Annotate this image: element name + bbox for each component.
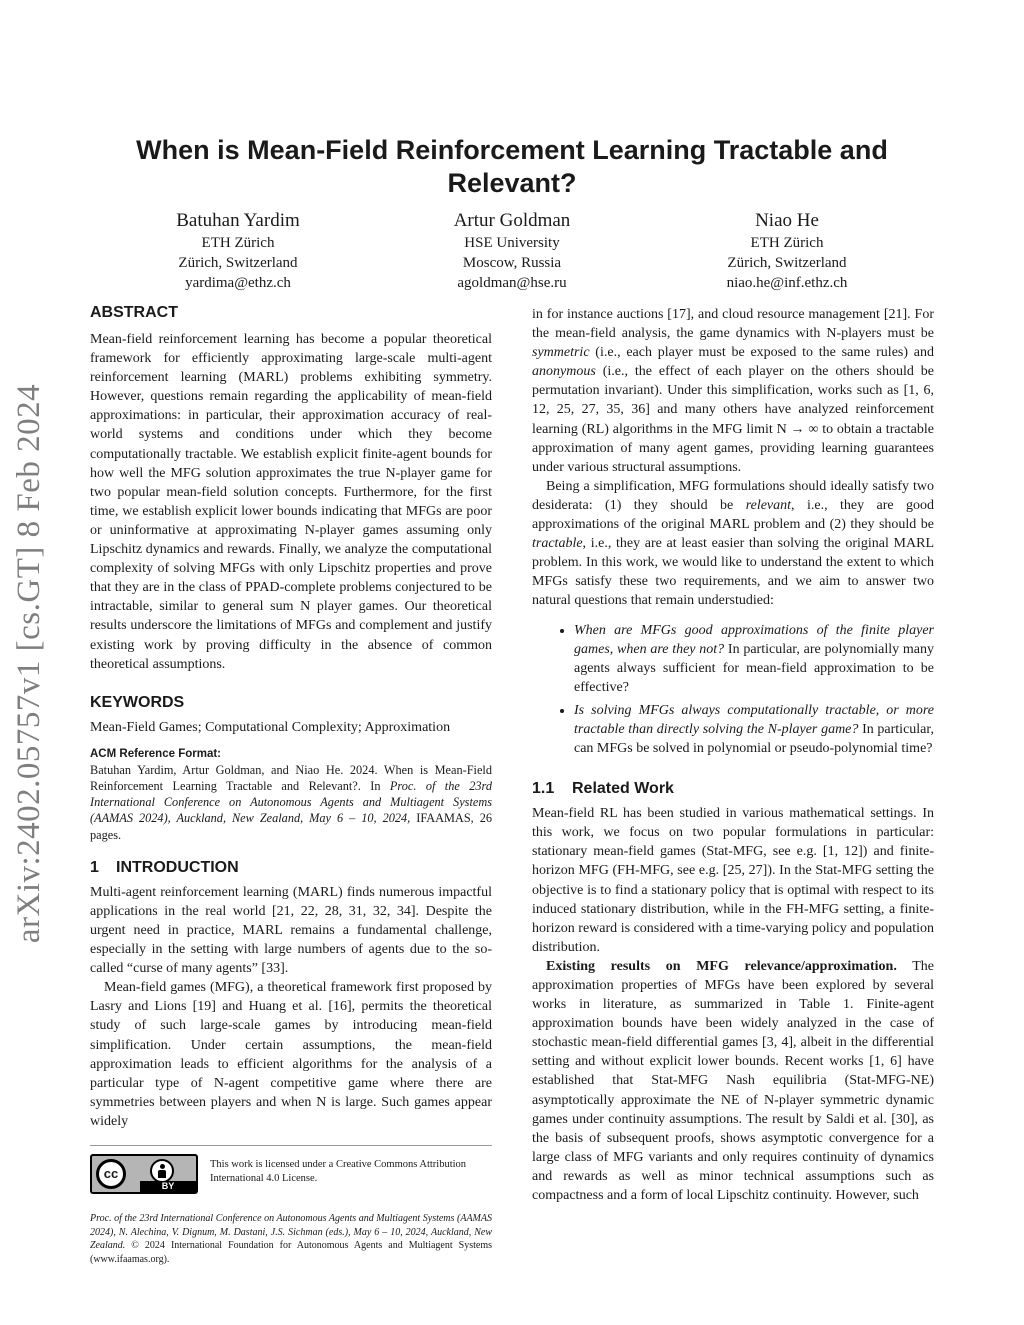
author-name: Artur Goldman (453, 210, 571, 231)
arxiv-sidebar-stamp (10, 368, 50, 958)
emphasis-term: symmetric (532, 345, 590, 361)
acm-reference-publisher: IFAAMAS, 26 pages. (90, 811, 492, 842)
list-item (574, 621, 934, 697)
emphasis-term: anonymous (532, 364, 596, 380)
text-span: in for instance auctions [17], and cloud resource management [21]. For the mean-field analysis, the game dynamics with N-players must be (532, 307, 934, 342)
emphasis-term: relevant (745, 497, 792, 513)
question-text: Is solving MFGs always computationally tractable, or more tractable than directly solving the N-player game? (574, 702, 934, 737)
keywords-heading: KEYWORDS (90, 693, 185, 711)
author-name: Niao He (755, 210, 819, 231)
text-span: , i.e., they are at least easier than solving the original MARL problem. In this work, we would like to understand the extent to which MFGs satisfy these two requirements, and we aim to answer two natural questions that remain understudied: (532, 536, 934, 609)
text-span: (i.e., each player must be exposed to the same rules) and (589, 345, 934, 361)
attribution-person-icon (150, 1159, 174, 1183)
related-work-paragraph (532, 957, 934, 1205)
section-title: Related Work (572, 780, 674, 798)
body-paragraph (532, 477, 934, 611)
intro-paragraph: Mean-field games (MFG), a theoretical framework first proposed by Lasry and Lions [19] and Huang et al. [16], permits the theoretical study of such large-scale games by introducing mean-field simplification. Under certain assumptions, the mean-field approximation leads to efficient algorithms for the analysis of a particular type of N-agent competitive game where there are symmetries between players and when N is large. Such games appear widely (90, 980, 492, 1129)
license-block (90, 1145, 492, 1194)
author-email[interactable]: yardima@ethz.ch (185, 275, 291, 291)
abstract-heading: ABSTRACT (90, 304, 178, 321)
author-affiliation: ETH Zürich (750, 235, 824, 251)
text-span: The approximation properties of MFGs have been explored by several works in literature, as summarized in Table 1. Finite-agent approximation bounds have been widely analyzed in the case of stochastic mean-field differential games [3, 4], albeit in the differential setting and without explicit lower bounds. Recent works [1, 6] have established that Stat-MFG Nash equilibria (Stat-MFG-NE) asymptotically approximate the NE of N-player symmetric dynamic games under continuity assumptions. The result by Saldi et al. [30], as the basis of subsequent proofs, shows asymptotic convergence for a large class of MFG variants and only requires continuity of dynamics and rewards as well as minor technical assumptions such as compactness and a form of local Lipschitz continuity. However, such (532, 958, 935, 1204)
abstract-text: Mean-field reinforcement learning has become a popular theoretical framework for efficiently approximating large-scale multi-agent reinforcement learning (MARL) problems exhibiting symmetry. However, questions remain regarding the applicability of mean-field approximations: in particular, their approximation accuracy of real-world systems and conditions under which they become computationally tractable. We establish explicit finite-agent bounds for how well the MFG solution approximates the true N-player game for two popular mean-field solution concepts. Furthermore, for the first time, we establish explicit lower bounds indicating that MFGs are poor or uninformative at approximating N-player games assuming only Lipschitz dynamics and rewards. Finally, we analyze the computational complexity of solving MFGs with only Lipschitz properties and prove that they are in the class of PPAD-complete problems conjectured to be intractable, similar to general sum N player games. Our theoretical results underscore the limitations of MFGs and complement and justify existing work by proving difficulty in the absence of common theoretical assumptions. (90, 332, 492, 672)
license-text: This work is licensed under a Creative Commons Attribution International 4.0 License. (210, 1159, 467, 1185)
author-affiliation: ETH Zürich (201, 235, 275, 251)
section-heading-introduction (90, 857, 492, 879)
paragraph-lead: Existing results on MFG relevance/approximation. (546, 958, 897, 974)
section-number: 1 (90, 858, 99, 876)
proceedings-note (90, 1212, 492, 1266)
paper-title: When is Mean-Field Reinforcement Learning Tractable and Relevant? (136, 135, 888, 198)
list-item (574, 701, 934, 758)
author-location: Zürich, Switzerland (727, 255, 847, 271)
cc-label: cc (103, 1166, 119, 1182)
body-paragraph (532, 305, 934, 477)
keywords-text: Mean-Field Games; Computational Complexity; Approximation (90, 719, 451, 735)
question-text: When are MFGs good approximations of the finite player games, when are they not? (574, 622, 934, 657)
section-title: INTRODUCTION (116, 858, 239, 876)
author-block (382, 208, 642, 293)
intro-paragraph: Multi-agent reinforcement learning (MARL) finds numerous impactful applications in the real world [21, 22, 28, 31, 32, 34]. Despite the urgent need in practice, MARL remains a fundamental challenge, especially in the setting with large numbers of agents due to the so-called “curse of many agents” [33]. (90, 884, 492, 977)
author-block (108, 208, 368, 293)
research-questions-list (532, 621, 934, 759)
emphasis-term: tractable (532, 536, 583, 552)
cc-icon (96, 1159, 126, 1189)
acm-reference-authors: Batuhan Yardim, Artur Goldman, and Niao He. 2024. When is Mean-Field Reinforcement Learning Tractable and Relevant?. In (90, 762, 492, 793)
related-work-paragraph: Mean-field RL has been studied in various mathematical settings. In this work, we focus on two popular formulations in particular: stationary mean-field games (Stat-MFG, see e.g. [1, 12]) and finite-horizon MFG (FH-MFG, see e.g. [25, 27]). In the Stat-MFG setting the objective is to find a stationary policy that is optimal with respect to its induced stationary distribution, while in the FH-MFG setting, a finite-horizon reward is considered with a time-varying policy and population distribution. (532, 806, 934, 955)
proceedings-venue: Proc. of the 23rd International Conference on Autonomous Agents and Multiagent Systems (AAMAS 2024), N. Alechina, V. Dignum, M. Dastani, J.S. Sichman (eds.), May 6 – 10, 2024, Auckland, New Zealand. (90, 1213, 492, 1252)
section-number: 1.1 (532, 780, 555, 798)
left-column (90, 302, 492, 1266)
author-block (657, 208, 917, 293)
by-label: BY (140, 1181, 196, 1192)
right-column (532, 305, 934, 1205)
acm-reference-venue: Proc. of the 23rd International Conference on Autonomous Agents and Multiagent Systems (AAMAS 2024), Auckland, New Zealand, May 6 – 10, 2024, (90, 778, 492, 826)
acm-reference-text (90, 762, 492, 843)
acm-reference-heading: ACM Reference Format: (90, 747, 221, 760)
text-span: , i.e., they are good approximations of the original MARL problem and (2) they should be (532, 497, 934, 533)
author-email[interactable]: niao.he@inf.ethz.ch (726, 275, 848, 291)
section-heading-related-work (532, 778, 934, 800)
text-span: (i.e., the effect of each player on the others should be permutation invariant). Under this simplification, works such as [1, 6, 12, 25, 27, 35, 36] and many others have analyzed reinforcement learning (RL) algorithms in the MFG limit N → ∞ to obtain a tractable approximation of many agent games, providing learning guarantees under various structural assumptions. (532, 364, 934, 475)
proceedings-copyright: © 2024 International Foundation for Autonomous Agents and Multiagent Systems (www.ifaamas.org). (90, 1240, 492, 1265)
author-location: Moscow, Russia (462, 255, 562, 271)
author-email[interactable]: agoldman@hse.ru (457, 275, 567, 291)
question-detail: In particular, can MFGs be solved in polynomial or pseudo-polynomial time? (574, 721, 934, 757)
author-name: Batuhan Yardim (176, 210, 300, 231)
cc-by-license-icon[interactable] (90, 1154, 198, 1194)
text-span: Being a simplification, MFG formulations should ideally satisfy two desiderata: (1) they should be (532, 478, 934, 513)
author-location: Zürich, Switzerland (178, 255, 298, 271)
question-detail: In particular, are polynomially many agents always sufficient for mean-field approximation to be effective? (574, 641, 934, 695)
author-affiliation: HSE University (464, 235, 560, 251)
arxiv-identifier: arXiv:2402.05757v1 [cs.GT] 8 Feb 2024 (11, 383, 48, 943)
